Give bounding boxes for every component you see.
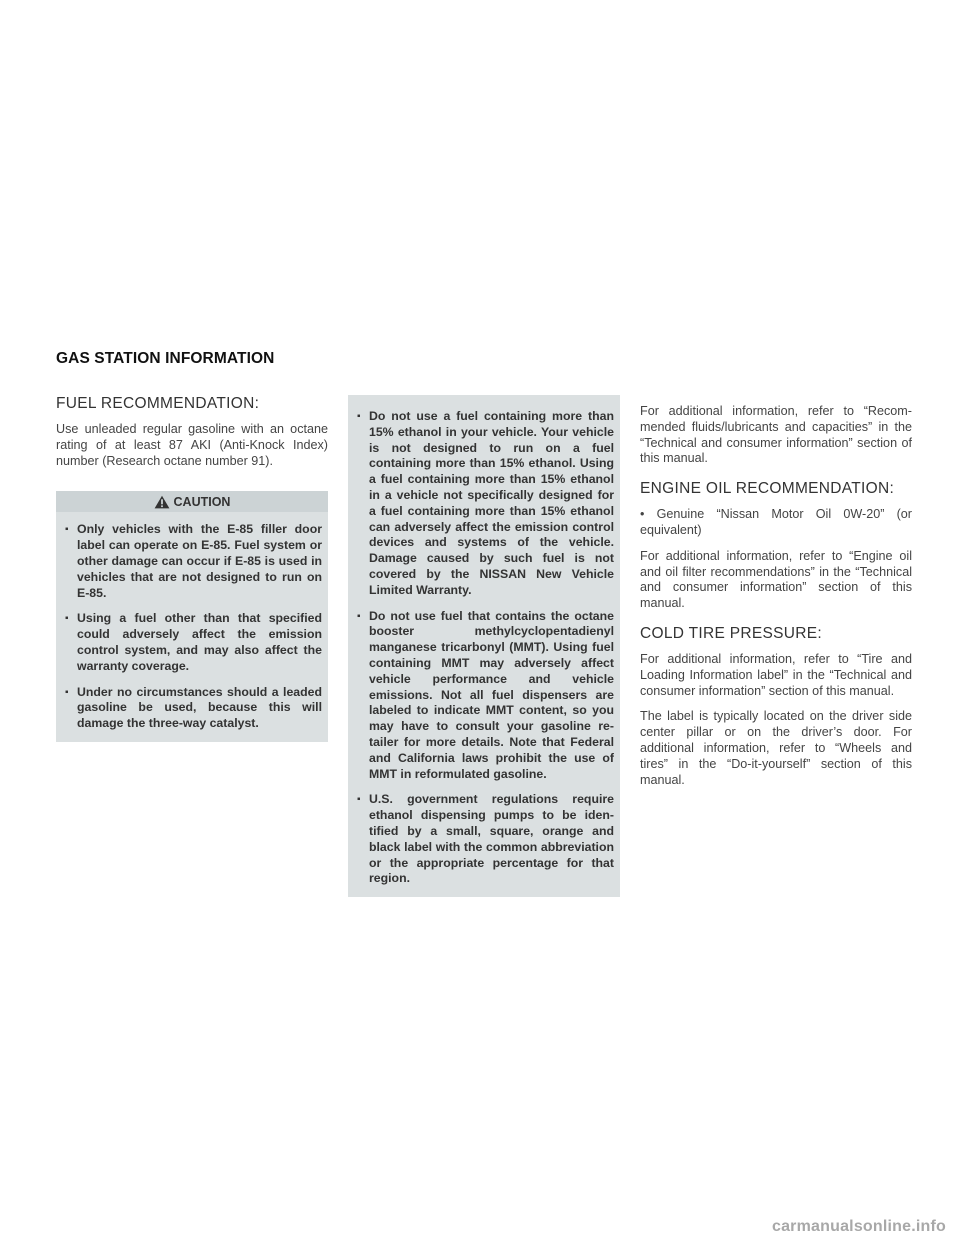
caution-item: ▪ Do not use fuel that contains the octane booster methylcyclopentadienyl manganese tricarbonyl (MMT). Using fuel containing MMT may adversely affect vehicle performance and vehicle emissions. Not all fuel dispensers are labeled to indicate MMT content, so you may have to consult your gasoline retailer for more details. Note that Federal and California laws prohibit the use of MMT in reformulated gasoline. [357, 609, 614, 783]
caution-item: ▪ U.S. government regulations require ethanol dispensing pumps to be identified by a small, square, orange and black label with the common abbreviation or the appropriate percentage for that region. [357, 792, 614, 887]
caution-item: ▪ Only vehicles with the E-85 filler door label can operate on E-85. Fuel system or other damage can occur if E-85 is used in vehicles that are not designed to run on E-85. [65, 522, 322, 601]
tire-pressure-reference: For additional information, refer to “Tire and Loading Information label” in the “Technical and consumer information” section of this manual. [640, 651, 912, 698]
caution-label: CAUTION [173, 494, 231, 509]
tire-label-location: The label is typically located on the driver side center pillar or on the driver’s door. For additional information, refer to “Wheels and tires” in the “Do-it-yourself” section of this manual. [640, 709, 912, 787]
caution-list-left [56, 512, 328, 732]
caution-box-right [348, 395, 620, 897]
caution-item: ▪ Under no circumstances should a leaded gasoline be used, because this will damage the three-way catalyst. [65, 685, 322, 732]
caution-header [56, 491, 328, 512]
watermark: carmanualsonline.info [771, 1218, 946, 1235]
column-left [56, 395, 328, 742]
caution-item: ▪ Do not use a fuel containing more than 15% ethanol in your vehicle. Your vehicle is not designed to run on a fuel containing more than 15% ethanol. Using a fuel containing more than 15% ethanol in a vehicle not specifically designed for a fuel containing more than 15% ethanol can adversely affect the emission control devices and systems of the vehicle. Damage caused by such fuel is not covered by the NISSAN New Vehicle Limited Warranty. [357, 409, 614, 599]
fuel-intro: Use unleaded regular gasoline with an octane rating of at least 87 AKI (Anti-Knock Index) number (Research octane number 91). [56, 422, 328, 468]
column-middle [348, 395, 620, 897]
warning-triangle-icon [154, 495, 170, 509]
fluids-reference: For additional information, refer to “Recommended fluids/lubricants and capacities” in the “Technical and consumer information” section of this manual. [640, 404, 912, 466]
caution-item: ▪ Using a fuel other than that specified could adversely affect the emission control system, and may also affect the warranty coverage. [65, 611, 322, 674]
caution-box-left [56, 491, 328, 742]
engine-oil-reference: For additional information, refer to “Engine oil and oil filter recommendations” in the “Technical and consumer information” section of this manual. [640, 548, 912, 611]
tire-pressure-heading: COLD TIRE PRESSURE: [640, 624, 822, 642]
engine-oil-heading: ENGINE OIL RECOMMENDATION: [640, 480, 895, 498]
column-right [640, 404, 912, 798]
engine-oil-item: • Genuine “Nissan Motor Oil 0W-20” (or equivalent) [640, 507, 912, 537]
page-header: GAS STATION INFORMATION [56, 350, 275, 367]
caution-list-right [348, 395, 620, 887]
fuel-heading: FUEL RECOMMENDATION: [56, 395, 260, 412]
